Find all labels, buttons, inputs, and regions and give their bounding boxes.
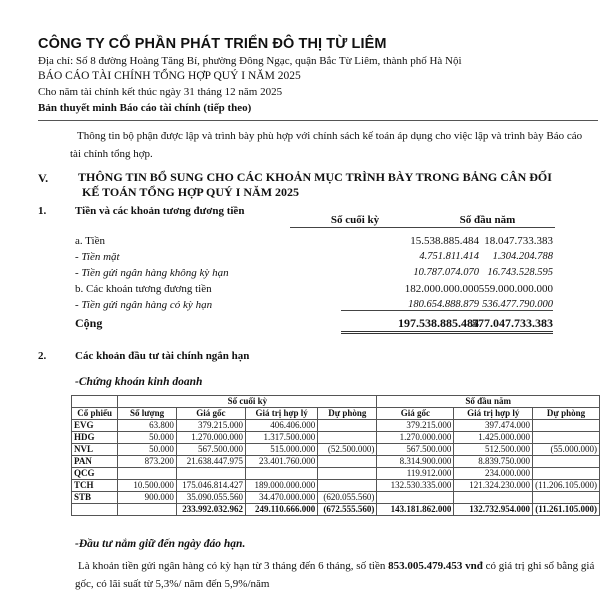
cell-provision-begin	[533, 492, 600, 504]
cell-cost-end: 567.500.000	[176, 444, 245, 456]
cell-quantity: 10.500.000	[118, 480, 177, 492]
total-fair-value-begin: 132.732.954.000	[454, 504, 533, 516]
cell-cost-begin: 379.215.000	[377, 420, 454, 432]
col-header: Giá trị hợp lý	[454, 408, 533, 420]
cell-quantity: 63.800	[118, 420, 177, 432]
table-row	[72, 456, 600, 468]
cell-fair-value-end: 34.470.000.000	[245, 492, 317, 504]
total-fair-value-end: 249.110.666.000	[245, 504, 317, 516]
col-header: Dự phòng	[318, 408, 377, 420]
held-to-maturity-title: -Đầu tư nắm giữ đến ngày đáo hạn.	[75, 538, 246, 550]
stock-code: TCH	[72, 480, 118, 492]
table-row	[72, 492, 600, 504]
cell-cost-end: 21.638.447.975	[176, 456, 245, 468]
cell-provision-end	[318, 432, 377, 444]
cell-cost-end: 35.090.055.560	[176, 492, 245, 504]
held-to-maturity-text	[75, 557, 600, 593]
cash-row-begin: 16.743.528.595	[487, 267, 553, 278]
group-header-begin: Số đầu năm	[377, 396, 600, 408]
cash-row-begin: 559.000.000.000	[478, 283, 553, 295]
cell-cost-end: 379.215.000	[176, 420, 245, 432]
cell-cost-begin: 8.314.900.000	[377, 456, 454, 468]
cash-row-end: 10.787.074.070	[413, 267, 479, 278]
section-v-title	[78, 170, 598, 199]
stock-code: PAN	[72, 456, 118, 468]
company-name: CÔNG TY CỔ PHẦN PHÁT TRIỂN ĐÔ THỊ TỪ LIÊM	[38, 36, 387, 52]
cash-row	[75, 267, 555, 282]
cell-cost-begin	[377, 492, 454, 504]
section-v-title-line2: KẾ TOÁN TỔNG HỢP QUÝ I NĂM 2025	[82, 184, 300, 199]
cash-row-begin: 1.304.204.788	[492, 251, 553, 262]
cash-total-row	[75, 316, 555, 334]
table-row	[72, 444, 600, 456]
cash-row	[75, 235, 555, 250]
table-row	[72, 420, 600, 432]
cell-fair-value-end	[245, 468, 317, 480]
total-provision-end: (672.555.560)	[318, 504, 377, 516]
cell-cost-begin: 119.912.000	[377, 468, 454, 480]
securities-table	[71, 395, 600, 516]
cash-col-end: Số cuối kỳ	[290, 214, 420, 228]
col-header: Cổ phiếu	[72, 408, 118, 420]
total-cell	[118, 504, 177, 516]
cash-row-label: - Tiền gửi ngân hàng có kỳ hạn	[75, 299, 213, 311]
maturity-amount: 853.005.479.453 vnđ	[388, 560, 483, 572]
cell-fair-value-begin: 512.500.000	[454, 444, 533, 456]
table-row	[72, 480, 600, 492]
group-header-end: Số cuối kỳ	[118, 396, 377, 408]
cell-fair-value-begin: 1.425.000.000	[454, 432, 533, 444]
cell-fair-value-begin: 234.000.000	[454, 468, 533, 480]
cell-cost-begin: 567.500.000	[377, 444, 454, 456]
table-row	[72, 468, 600, 480]
cell-provision-begin: (55.000.000)	[533, 444, 600, 456]
cell-provision-end	[318, 480, 377, 492]
total-provision-begin: (11.261.105.000)	[533, 504, 600, 516]
total-cost-end: 233.992.032.962	[176, 504, 245, 516]
cash-total-begin: 577.047.733.383	[407, 316, 553, 334]
cash-row-end: 180.654.888.879	[341, 299, 481, 311]
cell-fair-value-end: 23.401.760.000	[245, 456, 317, 468]
cell-provision-end: (52.500.000)	[318, 444, 377, 456]
cell-provision-end	[318, 468, 377, 480]
maturity-text-part1: Là khoản tiền gửi ngân hàng có kỳ hạn từ 3 tháng đến 6 tháng, số tiền	[78, 560, 389, 572]
col-header: Giá gốc	[176, 408, 245, 420]
intro-paragraph: Thông tin bộ phận được lập và trình bày phù hợp với chính sách kế toán áp dụng cho việc lập và trình bày Báo cáo tài chính tổng hợp.	[70, 130, 583, 160]
cash-row-label: - Tiền gửi ngân hàng không kỳ hạn	[75, 267, 229, 279]
notes-title: Bản thuyết minh Báo cáo tài chính (tiếp theo)	[38, 102, 252, 114]
cash-row-begin: 18.047.733.383	[484, 235, 553, 247]
cash-row	[75, 283, 555, 298]
cell-provision-begin	[533, 432, 600, 444]
cell-fair-value-end: 406.406.000	[245, 420, 317, 432]
cell-provision-begin: (11.206.105.000)	[533, 480, 600, 492]
header-divider	[38, 120, 598, 121]
col-header: Giá trị hợp lý	[245, 408, 317, 420]
cash-row-label: b. Các khoản tương đương tiền	[75, 283, 212, 295]
cash-row-end: 15.538.885.484	[410, 235, 479, 247]
col-header: Số lượng	[118, 408, 177, 420]
cell-fair-value-end: 189.000.000.000	[245, 480, 317, 492]
cash-row	[75, 251, 555, 266]
cell-provision-begin	[533, 456, 600, 468]
stock-code: QCG	[72, 468, 118, 480]
cell-quantity: 873.200	[118, 456, 177, 468]
cash-row-begin: 536.477.790.000	[407, 299, 553, 311]
col-header: Dự phòng	[533, 408, 600, 420]
cash-col-begin: Số đầu năm	[420, 214, 555, 228]
cash-row	[75, 299, 555, 314]
cell-cost-begin: 132.530.335.000	[377, 480, 454, 492]
investments-section-number: 2.	[38, 350, 47, 362]
cell-fair-value-begin: 121.324.230.000	[454, 480, 533, 492]
cell-quantity	[118, 468, 177, 480]
cell-cost-end: 1.270.000.000	[176, 432, 245, 444]
stock-code: EVG	[72, 420, 118, 432]
total-cell	[72, 504, 118, 516]
cell-fair-value-end: 1.317.500.000	[245, 432, 317, 444]
table-row	[72, 432, 600, 444]
col-header: Giá gốc	[377, 408, 454, 420]
cell-cost-end	[176, 468, 245, 480]
investments-section-title: Các khoản đầu tư tài chính ngắn hạn	[75, 350, 250, 362]
cell-provision-begin	[533, 468, 600, 480]
cash-total-label: Cộng	[75, 316, 103, 330]
report-title: BÁO CÁO TÀI CHÍNH TỔNG HỢP QUÝ I NĂM 2025	[38, 70, 301, 82]
table-total-row	[72, 504, 600, 516]
cell-cost-end: 175.046.814.427	[176, 480, 245, 492]
cash-row-end: 182.000.000.000	[404, 283, 479, 295]
cash-section-number: 1.	[38, 205, 47, 217]
cell-provision-end: (620.055.560)	[318, 492, 377, 504]
cash-row-end: 4.751.811.414	[419, 251, 479, 262]
cell-quantity: 50.000	[118, 444, 177, 456]
cell-provision-end	[318, 456, 377, 468]
total-cost-begin: 143.181.862.000	[377, 504, 454, 516]
trading-securities-title: -Chứng khoán kinh doanh	[75, 376, 203, 388]
cash-row-label: a. Tiền	[75, 235, 105, 247]
section-v-number: V.	[38, 171, 49, 185]
stock-code: HDG	[72, 432, 118, 444]
company-address: Địa chỉ: Số 8 đường Hoàng Tăng Bí, phường Đông Ngạc, quận Bắc Từ Liêm, thành phố Hà Nội	[38, 55, 462, 67]
section-v-title-line1: THÔNG TIN BỔ SUNG CHO CÁC KHOẢN MỤC TRÌNH BÀY TRONG BẢNG CÂN ĐỐI	[78, 170, 552, 184]
cell-quantity: 900.000	[118, 492, 177, 504]
cell-provision-end	[318, 420, 377, 432]
stock-code: NVL	[72, 444, 118, 456]
cash-section-title: Tiền và các khoản tương đương tiền	[75, 205, 245, 217]
cell-quantity: 50.000	[118, 432, 177, 444]
cell-provision-begin	[533, 420, 600, 432]
cash-row-label: - Tiền mặt	[75, 251, 120, 263]
cell-cost-begin: 1.270.000.000	[377, 432, 454, 444]
cell-fair-value-begin	[454, 492, 533, 504]
cell-fair-value-begin: 8.839.750.000	[454, 456, 533, 468]
fiscal-year-line: Cho năm tài chính kết thúc ngày 31 tháng 12 năm 2025	[38, 86, 283, 98]
cell-fair-value-end: 515.000.000	[245, 444, 317, 456]
cash-total-end: 197.538.885.484	[341, 316, 481, 334]
maturity-text-part2: có giá trị ghi sổ bằng giá gốc, có lãi suất từ 5,3%/ năm đến 5,9%/năm	[75, 560, 595, 590]
cell-fair-value-begin: 397.474.000	[454, 420, 533, 432]
stock-code: STB	[72, 492, 118, 504]
